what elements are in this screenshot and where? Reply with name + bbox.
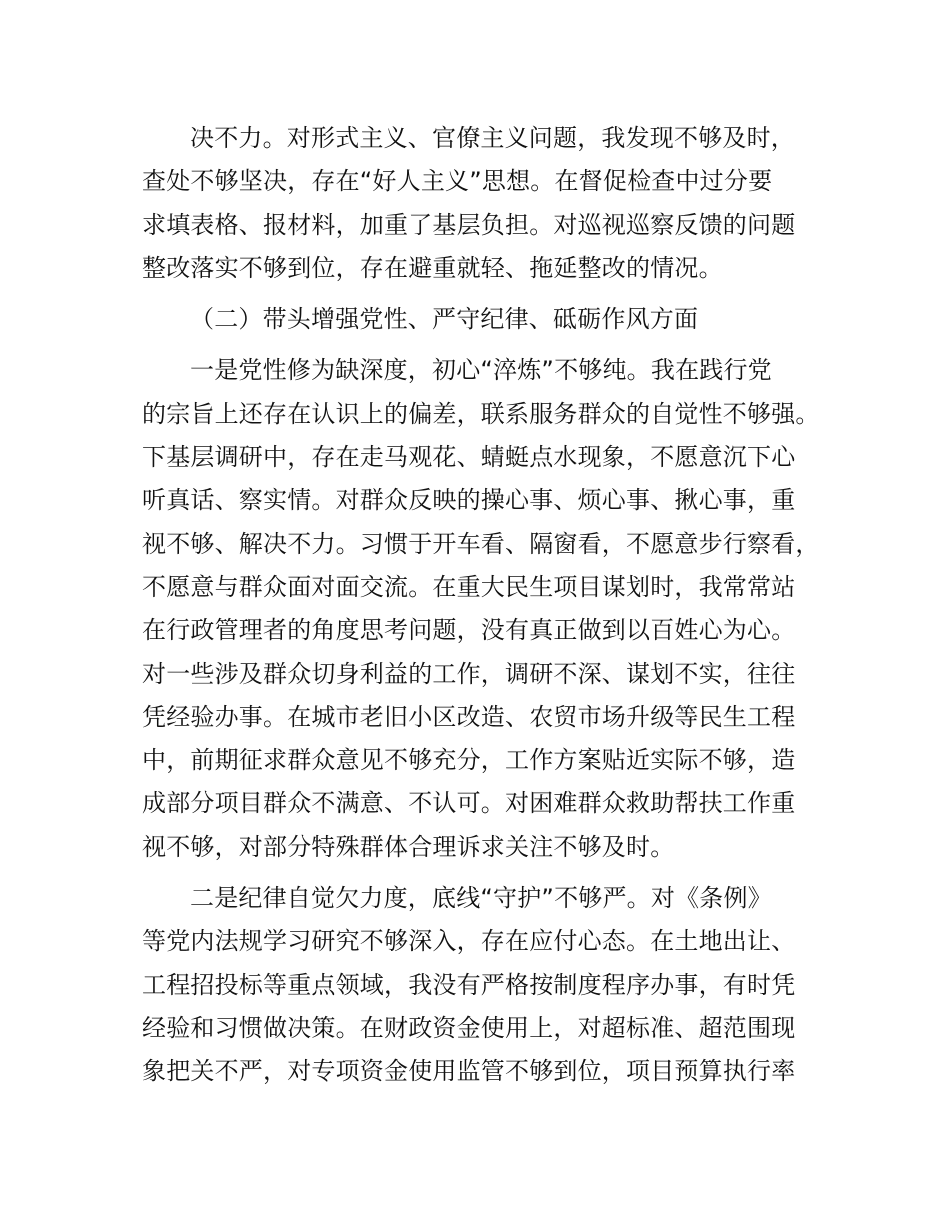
text-line: 对一些涉及群众切身利益的工作，调研不深、谋划不实，往往: [142, 659, 796, 688]
text-line: 的宗旨上还存在认识上的偏差，联系服务群众的自觉性不够强。: [142, 399, 820, 428]
body-paragraph: [142, 877, 842, 1093]
text-line: 凭经验办事。在城市老旧小区改造、农贸市场升级等民生工程: [142, 702, 796, 731]
text-line: 视不够、解决不力。习惯于开车看、隔窗看，不愿意步行察看，: [142, 529, 820, 558]
text-line: 成部分项目群众不满意、不认可。对困难群众救助帮扶工作重: [142, 789, 796, 818]
text-line: 查处不够坚决，存在“好人主义”思想。在督促检查中过分要: [142, 167, 773, 196]
text-line: 二是纪律自觉欠力度，底线“守护”不够严。对《条例》: [190, 884, 772, 913]
body-paragraph: [142, 349, 842, 869]
document-body: [142, 117, 842, 1094]
text-line: 经验和习惯做决策。在财政资金使用上，对超标准、超范围现: [142, 1013, 796, 1042]
text-line: 视不够，对部分特殊群体合理诉求关注不够及时。: [142, 832, 675, 861]
section-heading-text: （二）带头增强党性、严守纪律、砥砺作风方面: [190, 305, 699, 334]
text-line: 中，前期征求群众意见不够充分，工作方案贴近实际不够，造: [142, 746, 796, 775]
text-line: 在行政管理者的角度思考问题，没有真正做到以百姓心为心。: [142, 616, 796, 645]
text-line: 工程招投标等重点领域，我没有严格按制度程序办事，有时凭: [142, 970, 796, 999]
continuation-paragraph: [142, 117, 842, 290]
text-line: 求填表格、报材料，加重了基层负担。对巡视巡察反馈的问题: [142, 210, 796, 239]
text-line: 决不力。对形式主义、官僚主义问题，我发现不够及时，: [190, 124, 795, 152]
text-line: 整改落实不够到位，存在避重就轻、拖延整改的情况。: [142, 253, 723, 282]
text-line: 象把关不严，对专项资金使用监管不够到位，项目预算执行率: [142, 1057, 796, 1086]
text-line: 听真话、察实情。对群众反映的操心事、烦心事、揪心事，重: [142, 486, 796, 515]
section-heading: [142, 298, 842, 341]
text-line: 下基层调研中，存在走马观花、蜻蜓点水现象，不愿意沉下心: [142, 443, 796, 472]
text-line: 不愿意与群众面对面交流。在重大民生项目谋划时，我常常站: [142, 572, 796, 601]
text-line: 等党内法规学习研究不够深入，存在应付心态。在土地出让、: [142, 927, 796, 956]
text-line: 一是党性修为缺深度，初心“淬炼”不够纯。我在践行党: [190, 356, 772, 385]
